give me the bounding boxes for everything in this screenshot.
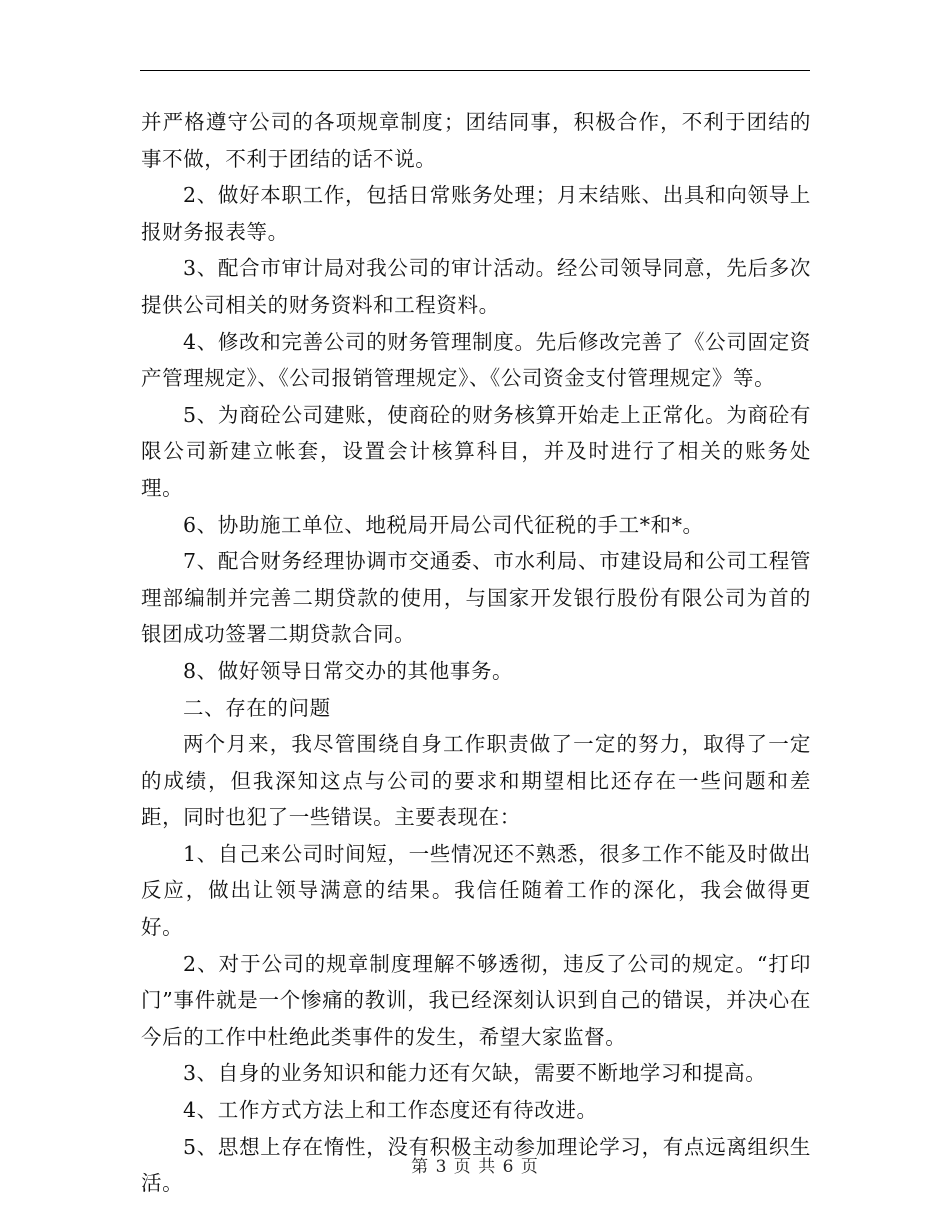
paragraph: 6、协助施工单位、地税局开局公司代征税的手工*和*。 <box>183 512 704 537</box>
paragraph: 两个月来，我尽管围绕自身工作职责做了一定的努力，取得了一定的成绩，但我深知这点与公司的要求和期望相比还存在一些问题和差距，同时也犯了一些错误。主要表现在： <box>141 732 811 830</box>
paragraph: 7、配合财务经理协调市交通委、市水利局、市建设局和公司工程管理部编制并完善二期贷款的使用，与国家开发银行股份有限公司为首的银团成功签署二期贷款合同。 <box>141 549 811 647</box>
document-body <box>141 104 811 1202</box>
paragraph: 2、做好本职工作，包括日常账务处理；月末结账、出具和向领导上报财务报表等。 <box>141 183 811 244</box>
paragraph: 5、为商砼公司建账，使商砼的财务核算开始走上正常化。为商砼有限公司新建立帐套，设置会计核算科目，并及时进行了相关的账务处理。 <box>141 402 811 500</box>
paragraph: 4、修改和完善公司的财务管理制度。先后修改完善了《公司固定资产管理规定》、《公司报销管理规定》、《公司资金支付管理规定》等。 <box>141 329 811 391</box>
paragraph: 1、自己来公司时间短，一些情况还不熟悉，很多工作不能及时做出反应，做出让领导满意的结果。我信任随着工作的深化，我会做得更好。 <box>141 841 811 940</box>
paragraph: 3、自身的业务知识和能力还有欠缺，需要不断地学习和提高。 <box>183 1061 767 1086</box>
paragraph: 2、对于公司的规章制度理解不够透彻，违反了公司的规定。“打印门”事件就是一个惨痛的教训，我已经深刻认识到自己的错误，并决心在今后的工作中杜绝此类事件的发生，希望大家监督。 <box>141 951 811 1049</box>
paragraph: 5、思想上存在惰性，没有积极主动参加理论学习，有点远离组织生活。 <box>141 1134 811 1196</box>
paragraph: 并严格遵守公司的各项规章制度；团结同事，积极合作，不利于团结的事不做，不利于团结的话不说。 <box>141 110 811 171</box>
paragraph: 8、做好领导日常交办的其他事务。 <box>183 658 514 683</box>
section-heading: 二、存在的问题 <box>183 695 331 720</box>
paragraph: 4、工作方式方法上和工作态度还有待改进。 <box>183 1098 598 1123</box>
page-number-footer: 第 3 页 共 6 页 <box>411 1157 539 1177</box>
paragraph: 3、配合市审计局对我公司的审计活动。经公司领导同意，先后多次提供公司相关的财务资料和工程资料。 <box>141 256 811 317</box>
header-rule <box>140 70 810 71</box>
